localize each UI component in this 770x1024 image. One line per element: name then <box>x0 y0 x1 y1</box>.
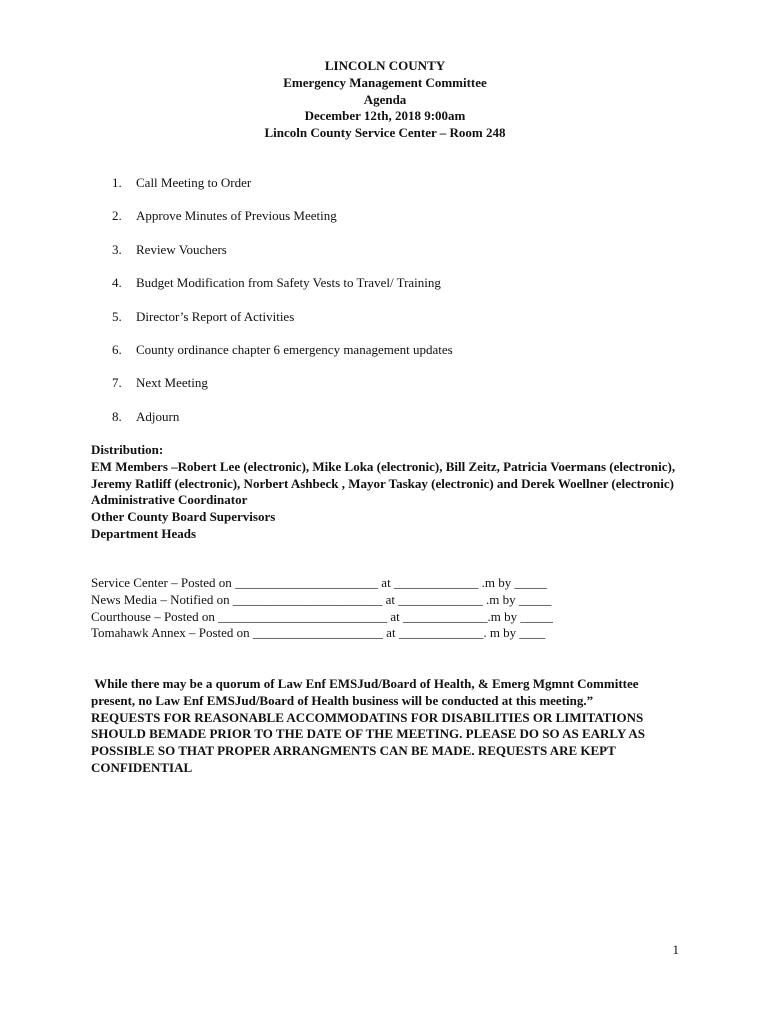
distribution-department-heads: Department Heads <box>91 525 197 541</box>
quorum-notice: While there may be a quorum of Law Enf EMSJud/Board of Health, & Emerg Mgmnt Committee present, no Law Enf EMSJud/Board of Health business will be conducted at this meeting.” <box>91 676 642 708</box>
agenda-item <box>112 374 453 407</box>
agenda-item-text: County ordinance chapter 6 emergency management updates <box>136 341 453 357</box>
posting-line-tomahawk-annex: Tomahawk Annex – Posted on ____________________ at _____________. m by ____ <box>91 625 546 641</box>
agenda-item-number: 4. <box>112 275 122 291</box>
agenda-item-text: Adjourn <box>136 408 180 424</box>
posting-line-news-media: News Media – Notified on _______________________ at _____________ .m by _____ <box>91 591 552 607</box>
meeting-location: Lincoln County Service Center – Room 248 <box>264 125 506 141</box>
agenda-item <box>112 174 453 207</box>
committee-name: Emergency Management Committee <box>283 74 487 90</box>
agenda-item <box>112 207 453 240</box>
posting-log <box>91 575 553 642</box>
distribution-supervisors: Other County Board Supervisors <box>91 509 276 525</box>
agenda-list <box>112 174 453 441</box>
distribution-heading: Distribution: <box>91 442 164 457</box>
notice-section <box>91 676 681 777</box>
agenda-item-text: Budget Modification from Safety Vests to Travel/ Training <box>136 275 441 291</box>
agenda-item-number: 3. <box>112 241 122 257</box>
agenda-item <box>112 341 453 374</box>
distribution-admin: Administrative Coordinator <box>91 492 248 508</box>
county-name: LINCOLN COUNTY <box>324 58 446 73</box>
posting-line-service-center: Service Center – Posted on ______________________ at _____________ .m by _____ <box>91 575 548 590</box>
agenda-item <box>112 308 453 341</box>
distribution-members: EM Members –Robert Lee (electronic), Mike Loka (electronic), Bill Zeitz, Patricia Voermans (electronic), Jeremy Ratliff (electronic), Norbert Ashbeck , Mayor Taskay (electronic) and Derek Woellner (electronic) <box>91 458 676 491</box>
accommodations-notice: REQUESTS FOR REASONABLE ACCOMMODATINS FOR DISABILITIES OR LIMITATIONS SHOULD BEMADE PRIOR TO THE DATE OF THE MEETING. PLEASE DO SO AS EARLY AS POSSIBLE SO THAT PROPER ARRANGMENTS CAN BE MADE. REQUESTS ARE KEPT CONFIDENTIAL <box>91 709 645 775</box>
agenda-item-number: 6. <box>112 341 122 357</box>
posting-line-courthouse: Courthouse – Posted on __________________________ at _____________.m by _____ <box>91 608 553 624</box>
agenda-item-text: Call Meeting to Order <box>136 175 252 190</box>
meeting-datetime: December 12th, 2018 9:00am <box>304 108 466 124</box>
document-type: Agenda <box>363 91 407 107</box>
agenda-item <box>112 408 453 441</box>
agenda-item-text: Next Meeting <box>136 375 208 391</box>
document-header <box>0 58 770 142</box>
agenda-item <box>112 241 453 274</box>
agenda-item-number: 5. <box>112 308 122 324</box>
agenda-item-number: 1. <box>112 175 122 190</box>
distribution-section <box>91 442 681 543</box>
agenda-item-number: 7. <box>112 375 122 391</box>
agenda-item-number: 2. <box>112 208 122 224</box>
agenda-item <box>112 274 453 307</box>
agenda-item-text: Director’s Report of Activities <box>136 308 295 324</box>
page-number: 1 <box>672 942 679 957</box>
agenda-item-number: 8. <box>112 408 122 424</box>
agenda-item-text: Approve Minutes of Previous Meeting <box>136 208 337 224</box>
agenda-item-text: Review Vouchers <box>136 241 227 257</box>
